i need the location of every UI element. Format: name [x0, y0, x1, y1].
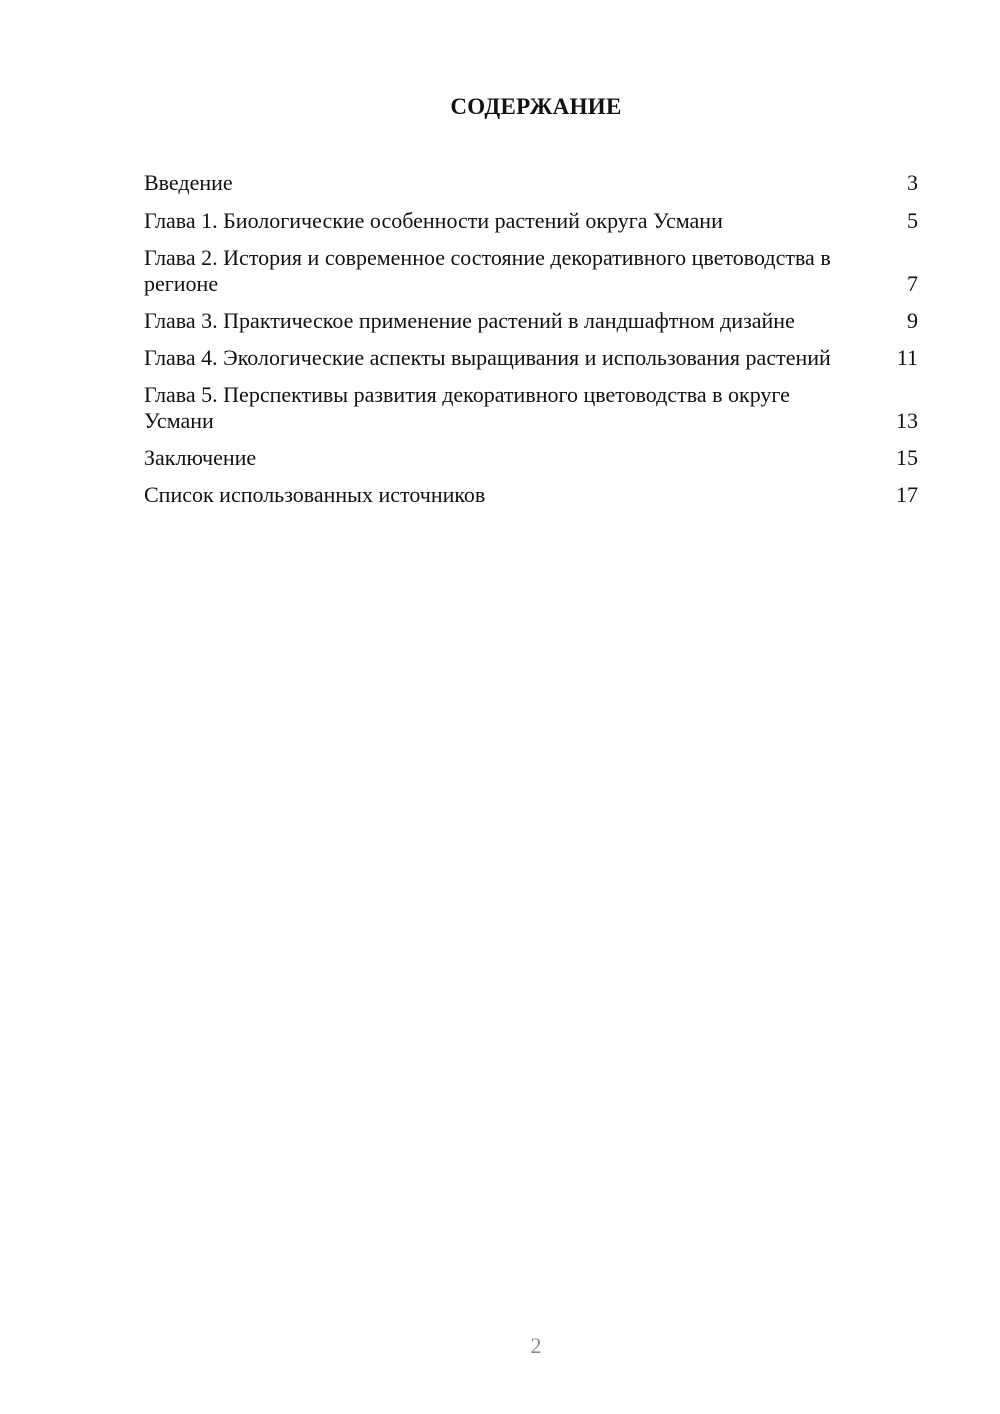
- toc-entry-title: Заключение: [144, 445, 257, 470]
- toc-entry-chapter-2: [144, 245, 918, 297]
- toc-entry-chapter-4: [144, 345, 918, 371]
- toc-entry-chapter-5: [144, 382, 918, 434]
- toc-entry-title: Глава 2. История и современное состояние декоративного цветоводства в регионе: [144, 245, 831, 296]
- toc-entry-title: Глава 5. Перспективы развития декоративного цветоводства в округе Усмани: [144, 382, 790, 433]
- toc-entry-page: 9: [907, 308, 918, 333]
- toc-entry-title: Введение: [144, 170, 233, 195]
- toc-entry-page: 5: [907, 208, 918, 233]
- toc-heading: СОДЕРЖАНИЕ: [450, 94, 622, 119]
- toc-entry-introduction: [144, 170, 918, 196]
- toc-entry-conclusion: [144, 445, 918, 471]
- toc-entry-title: Глава 3. Практическое применение растений в ландшафтном дизайне: [144, 308, 795, 333]
- toc-entry-title: Глава 4. Экологические аспекты выращивания и использования растений: [144, 345, 831, 370]
- table-of-contents: [144, 170, 918, 519]
- toc-entry-page: 11: [896, 345, 918, 370]
- toc-entry-title: Глава 1. Биологические особенности растений округа Усмани: [144, 208, 723, 233]
- toc-entry-page: 15: [896, 445, 918, 470]
- toc-entry-chapter-3: [144, 308, 918, 334]
- toc-entry-chapter-1: [144, 208, 918, 234]
- page-number: 2: [530, 1333, 542, 1358]
- toc-entry-references: [144, 482, 918, 508]
- toc-entry-page: 7: [907, 271, 918, 296]
- toc-entry-page: 17: [896, 482, 918, 507]
- toc-entry-page: 3: [907, 170, 918, 195]
- toc-entry-page: 13: [896, 408, 918, 433]
- toc-entry-title: Список использованных источников: [144, 482, 486, 507]
